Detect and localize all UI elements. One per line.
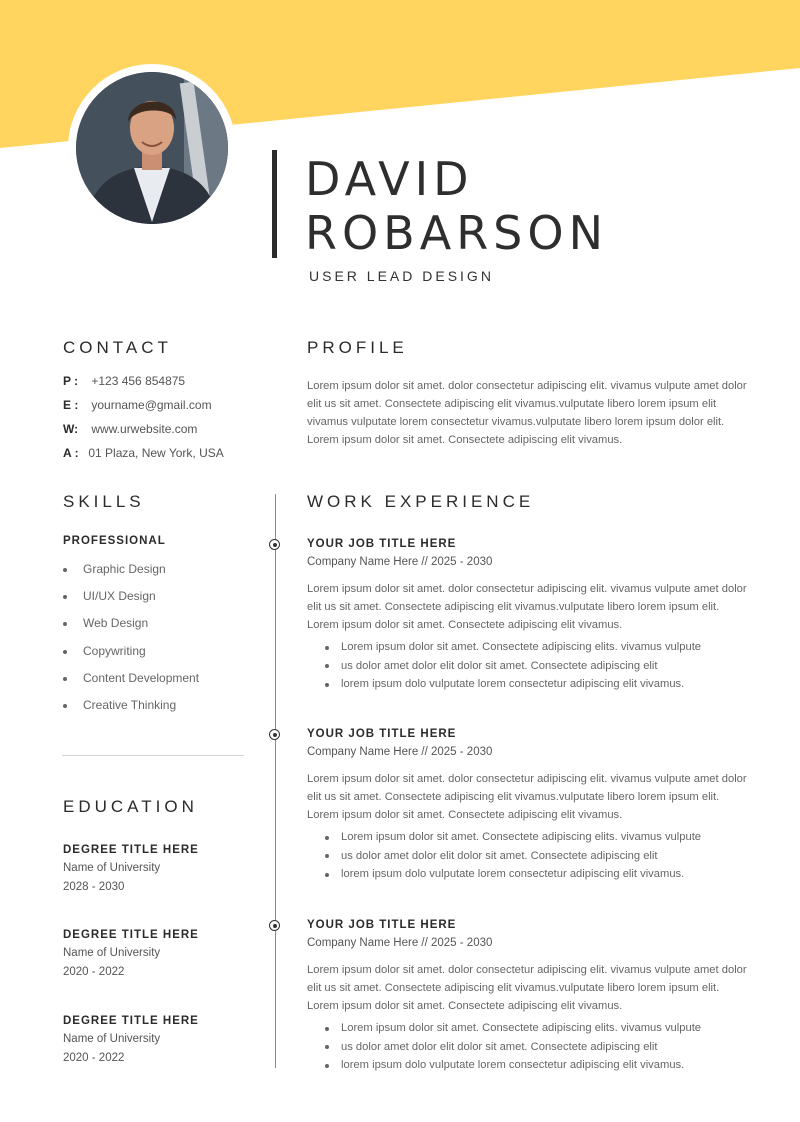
job-title: USER LEAD DESIGN: [309, 268, 494, 284]
contact-key-label: P: [63, 374, 71, 388]
company-line: Company Name Here // 2025 - 2030: [307, 937, 493, 949]
company-line: Company Name Here // 2025 - 2030: [307, 556, 493, 568]
name-accent-bar: [272, 150, 277, 258]
skill-label: Graphic Design: [83, 562, 166, 576]
job-bullet: lorem ipsum dolo vulputate lorem consectetur adipiscing elit vivamus.: [325, 865, 701, 884]
education-title: EDUCATION: [63, 797, 198, 816]
profile-photo: [76, 72, 228, 224]
degree-years: 2020 - 2022: [63, 966, 125, 978]
bullet-dot: [63, 595, 67, 599]
contact-value: 01 Plaza, New York, USA: [88, 446, 224, 460]
contact-website: [63, 422, 197, 436]
job-bullet: Lorem ipsum dolor sit amet. Consectete adipiscing elits. vivamus vulpute: [325, 1019, 701, 1038]
contact-value: yourname@gmail.com: [91, 398, 212, 412]
contact-key-label: A: [63, 446, 72, 460]
contact-email: [63, 398, 212, 412]
contact-key: W:: [63, 422, 79, 436]
job-title-heading: YOUR JOB TITLE HERE: [307, 919, 457, 931]
job-description: Lorem ipsum dolor sit amet. dolor consectetur adipiscing elit. vivamus vulpute amet dolor elit us sit amet. Consectete adipiscing elit vivamus.vulputate libero lorem ipsum elit. Lorem ipsum dolor sit amet. Consectete adipiscing elit vivamus.: [307, 964, 747, 1012]
skill-item: [63, 616, 148, 630]
contact-phone: [63, 374, 185, 388]
contact-value: +123 456 854875: [91, 374, 186, 388]
skills-title: SKILLS: [63, 492, 145, 511]
university-name: Name of University: [63, 947, 161, 959]
skill-item: [63, 698, 176, 712]
contact-title: CONTACT: [63, 338, 172, 357]
bullet-dot: [63, 650, 67, 654]
timeline-node: [269, 920, 280, 931]
bullet-dot: [63, 704, 67, 708]
job-bullets: [325, 1019, 701, 1075]
skill-label: UI/UX Design: [83, 589, 156, 603]
bullet-dot: [63, 677, 67, 681]
job-bullets: [325, 638, 701, 694]
bullet-dot: [63, 568, 67, 572]
first-name: DAVID: [305, 152, 474, 206]
skill-label: Creative Thinking: [83, 698, 177, 712]
job-description: Lorem ipsum dolor sit amet. dolor consectetur adipiscing elit. vivamus vulpute amet dolor elit us sit amet. Consectete adipiscing elit vivamus.vulputate libero lorem ipsum elit. Lorem ipsum dolor sit amet. Consectete adipiscing elit vivamus.: [307, 583, 747, 631]
timeline-node: [269, 729, 280, 740]
contact-value: www.urwebsite.com: [91, 422, 198, 436]
university-name: Name of University: [63, 862, 161, 874]
portrait-illustration: [76, 72, 228, 224]
skill-item: [63, 562, 166, 576]
skill-item: [63, 589, 156, 603]
contact-key-label: E: [63, 398, 72, 412]
job-bullet: lorem ipsum dolo vulputate lorem consectetur adipiscing elit vivamus.: [325, 1056, 701, 1075]
job-bullets: [325, 828, 701, 884]
degree-title: DEGREE TITLE HERE: [63, 844, 199, 856]
timeline-node: [269, 539, 280, 550]
job-bullet: lorem ipsum dolo vulputate lorem consectetur adipiscing elit vivamus.: [325, 675, 701, 694]
company-line: Company Name Here // 2025 - 2030: [307, 746, 493, 758]
profile-title: PROFILE: [307, 338, 408, 357]
skill-item: [63, 644, 146, 658]
profile-text: Lorem ipsum dolor sit amet. dolor consectetur adipiscing elit. vivamus vulpute amet dolor elit us sit amet. Consectete adipiscing elit vivamus.vulputate libero lorem ipsum elit vivamus vulputate lorem consectetur vivamus.vulputate libero lorem ipsum dolor elit. Lorem ipsum dolor sit amet. Consectete adipiscing elit vivamus.: [307, 380, 747, 446]
contact-key: P :: [63, 374, 79, 388]
work-title: WORK EXPERIENCE: [307, 492, 535, 511]
degree-years: 2020 - 2022: [63, 1052, 125, 1064]
job-bullet: Lorem ipsum dolor sit amet. Consectete adipiscing elits. vivamus vulpute: [325, 638, 701, 657]
job-bullet: Lorem ipsum dolor sit amet. Consectete adipiscing elits. vivamus vulpute: [325, 828, 701, 847]
job-bullet: us dolor amet dolor elit dolor sit amet. Consectete adipiscing elit: [325, 657, 701, 676]
contact-key: A :: [63, 446, 79, 460]
bullet-dot: [63, 622, 67, 626]
job-bullet: us dolor amet dolor elit dolor sit amet. Consectete adipiscing elit: [325, 847, 701, 866]
skill-label: Content Development: [83, 671, 200, 685]
timeline-line: [275, 494, 276, 1068]
skill-item: [63, 671, 199, 685]
degree-title: DEGREE TITLE HERE: [63, 929, 199, 941]
degree-title: DEGREE TITLE HERE: [63, 1015, 199, 1027]
university-name: Name of University: [63, 1033, 161, 1045]
job-title-heading: YOUR JOB TITLE HERE: [307, 728, 457, 740]
skill-label: Copywriting: [83, 644, 146, 658]
contact-address: [63, 446, 224, 460]
last-name: ROBARSON: [305, 206, 608, 260]
degree-years: 2028 - 2030: [63, 881, 125, 893]
section-divider: [62, 755, 244, 756]
job-description: Lorem ipsum dolor sit amet. dolor consectetur adipiscing elit. vivamus vulpute amet dolor elit us sit amet. Consectete adipiscing elit vivamus.vulputate libero lorem ipsum elit. Lorem ipsum dolor sit amet. Consectete adipiscing elit vivamus.: [307, 773, 747, 821]
contact-key-label: W: [63, 422, 75, 436]
job-bullet: us dolor amet dolor elit dolor sit amet. Consectete adipiscing elit: [325, 1038, 701, 1057]
job-title-heading: YOUR JOB TITLE HERE: [307, 538, 457, 550]
skill-label: Web Design: [83, 616, 149, 630]
contact-key: E :: [63, 398, 79, 412]
skills-subtitle: PROFESSIONAL: [63, 535, 166, 547]
